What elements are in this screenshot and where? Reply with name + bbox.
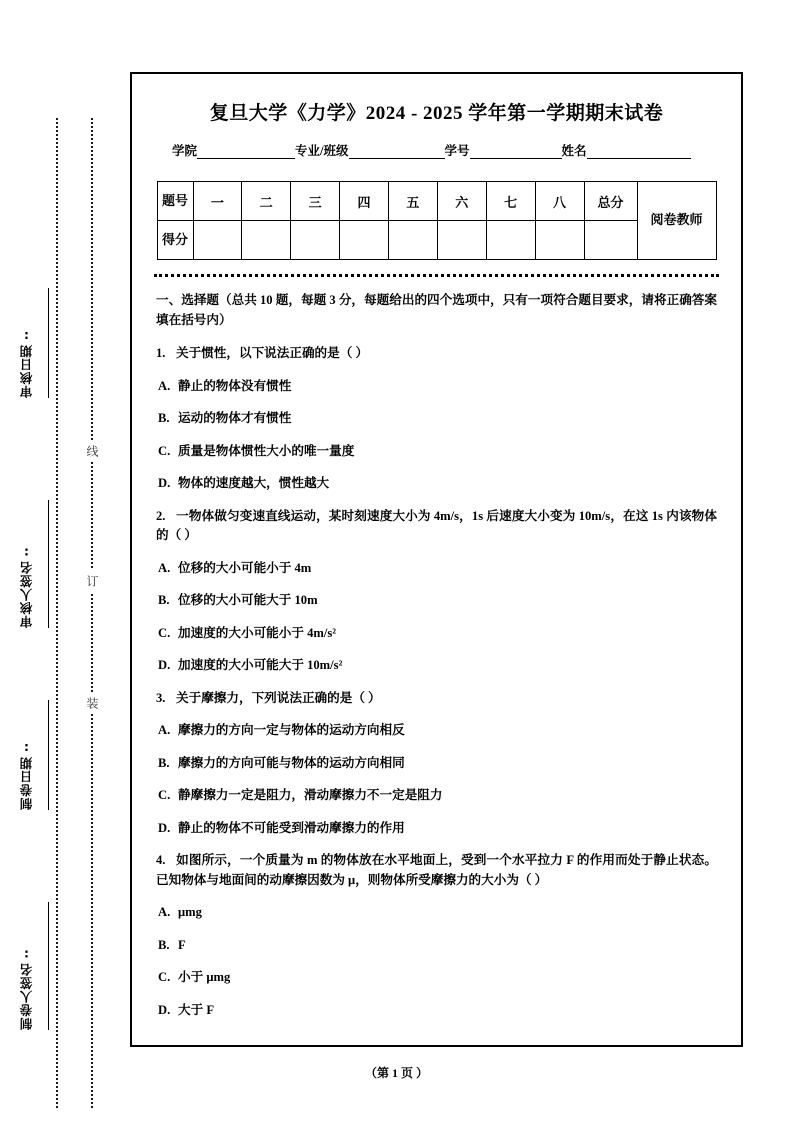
exam-title: 复旦大学《力学》2024 - 2025 学年第一学期期末试卷 [209, 103, 664, 124]
field-college-label: 学院 [172, 144, 198, 158]
row-header-score-text: 得分 [161, 232, 188, 248]
question-1-option-b-text: 运动的物体才有惯性 [178, 411, 292, 426]
question-1-option-b[interactable] [156, 409, 717, 429]
score-col-header-4: 四 [340, 182, 389, 221]
question-3-option-d[interactable] [156, 819, 717, 839]
question-3-option-a[interactable] [156, 721, 717, 741]
question-1-option-a-tag: A. [158, 378, 171, 393]
score-cell-total[interactable] [584, 221, 637, 260]
field-major-class-input[interactable] [349, 145, 445, 159]
question-4-number: 4. [156, 853, 166, 868]
score-cell-3[interactable] [291, 221, 340, 260]
table-row-question-numbers [157, 182, 716, 221]
question-2-option-d-tag: D. [158, 658, 171, 673]
question-4-option-c-tag: C. [158, 970, 171, 985]
question-3-option-d-text: 静止的物体不可能受到滑动摩擦力的作用 [178, 820, 405, 835]
question-1-option-a-text: 静止的物体没有惯性 [178, 378, 292, 393]
binding-margin [0, 0, 130, 1122]
question-4 [156, 851, 717, 890]
margin-label-production-date: 制卷日期: [19, 740, 34, 810]
question-2-number: 2. [156, 508, 166, 523]
question-2-option-c-tag: C. [158, 625, 171, 640]
question-4-option-a-tag: A. [158, 905, 171, 920]
question-2-option-b-tag: B. [158, 593, 170, 608]
row-header-score [157, 221, 193, 260]
page-footer: （第 1 页 ） [364, 1066, 428, 1080]
question-3-option-b-text: 摩擦力的方向可能与物体的运动方向相同 [178, 755, 405, 770]
section-heading: 一、选择题（总共 10 题，每题 3 分，每题给出的四个选项中，只有一项符合题目要求，请将正确答案填在括号内） [156, 293, 717, 327]
score-col-header-8: 八 [535, 182, 584, 221]
score-cell-1[interactable] [193, 221, 242, 260]
row-header-question-number-text: 题号 [161, 193, 188, 209]
question-2-option-b[interactable] [156, 591, 717, 611]
student-info-row [154, 141, 719, 159]
question-3-option-c[interactable] [156, 786, 717, 806]
field-name-label: 姓名 [561, 144, 587, 158]
question-2 [156, 507, 717, 546]
question-4-option-a[interactable] [156, 903, 717, 923]
question-3-option-d-tag: D. [158, 820, 171, 835]
seam-mark-xian: 线 [83, 440, 101, 462]
score-col-header-1: 一 [193, 182, 242, 221]
question-body [154, 291, 719, 1020]
score-cell-8[interactable] [535, 221, 584, 260]
field-student-id [445, 141, 562, 159]
question-3-option-b[interactable] [156, 754, 717, 774]
score-cell-5[interactable] [389, 221, 438, 260]
field-major-class-label: 专业/班级 [295, 144, 349, 158]
question-3-option-a-tag: A. [158, 723, 171, 738]
row-header-question-number [157, 182, 193, 221]
score-cell-2[interactable] [242, 221, 291, 260]
question-4-text: 如图所示，一个质量为 m 的物体放在水平地面上，受到一个水平拉力 F 的作用而处于静止状态。已知物体与地面间的动摩擦因数为 μ，则物体所受摩擦力的大小为（ ） [156, 853, 717, 887]
margin-label-producer-signature: 制卷人签名: [19, 946, 34, 1030]
field-student-id-label: 学号 [444, 144, 470, 158]
question-1-option-d[interactable] [156, 474, 717, 494]
question-2-option-d[interactable] [156, 656, 717, 676]
field-student-id-input[interactable] [470, 145, 562, 159]
question-3-text: 关于摩擦力，下列说法正确的是（ ） [176, 690, 381, 705]
question-3-option-c-tag: C. [158, 788, 171, 803]
question-3 [156, 689, 717, 709]
seam-mark-ding: 订 [83, 570, 101, 592]
question-1-number: 1. [156, 346, 166, 361]
question-2-text: 一物体做匀变速直线运动，某时刻速度大小为 4m/s，1s 后速度大小变为 10m/s，在这 1s 内该物体的（ ） [156, 508, 717, 543]
grader-cell[interactable] [637, 182, 716, 260]
question-4-option-d[interactable] [156, 1001, 717, 1021]
score-cell-7[interactable] [486, 221, 535, 260]
question-1-option-a[interactable] [156, 377, 717, 397]
seam-mark-zhuang: 装 [83, 692, 101, 714]
question-2-option-c-text: 加速度的大小可能小于 4m/s² [178, 625, 337, 640]
question-2-option-a-tag: A. [158, 560, 171, 575]
question-4-option-a-text: μmg [178, 905, 202, 920]
question-4-option-b[interactable] [156, 936, 717, 956]
question-1-option-c[interactable] [156, 442, 717, 462]
question-1-option-b-tag: B. [158, 411, 170, 426]
dotted-separator [154, 274, 719, 277]
field-college-input[interactable] [197, 145, 295, 159]
question-4-option-d-text: 大于 F [178, 1002, 215, 1017]
question-1 [156, 344, 717, 364]
question-2-option-c[interactable] [156, 624, 717, 644]
field-major-class [295, 141, 444, 159]
field-name [562, 141, 691, 159]
margin-label-reviewer-signature: 审核人签名: [19, 544, 34, 628]
question-4-option-c-text: 小于 μmg [178, 970, 231, 985]
score-col-header-2: 二 [242, 182, 291, 221]
question-2-option-d-text: 加速度的大小可能大于 10m/s² [178, 658, 343, 673]
binding-dotted-line-inner [91, 118, 93, 1108]
margin-label-review-date: 审核日期: [19, 328, 34, 398]
field-college [172, 141, 295, 159]
binding-dotted-line-outer [56, 118, 58, 1108]
table-row-scores [157, 221, 716, 260]
question-3-option-a-text: 摩擦力的方向一定与物体的运动方向相反 [178, 723, 405, 738]
question-4-option-b-tag: B. [158, 937, 170, 952]
question-4-option-d-tag: D. [158, 1002, 171, 1017]
question-2-option-b-text: 位移的大小可能大于 10m [178, 593, 318, 608]
exam-paper-frame [130, 72, 743, 1047]
question-4-option-c[interactable] [156, 968, 717, 988]
score-cell-4[interactable] [340, 221, 389, 260]
question-3-option-c-text: 静摩擦力一定是阻力，滑动摩擦力不一定是阻力 [178, 788, 443, 803]
score-col-header-7: 七 [486, 182, 535, 221]
score-col-header-6: 六 [437, 182, 486, 221]
question-1-text: 关于惯性，以下说法正确的是（ ） [176, 346, 369, 361]
question-1-option-c-text: 质量是物体惯性大小的唯一量度 [178, 443, 355, 458]
question-3-option-b-tag: B. [158, 755, 170, 770]
field-name-input[interactable] [587, 145, 691, 159]
question-4-option-b-text: F [178, 937, 186, 952]
question-2-option-a[interactable] [156, 559, 717, 579]
question-2-option-a-text: 位移的大小可能小于 4m [178, 560, 312, 575]
question-3-number: 3. [156, 690, 166, 705]
question-1-option-d-text: 物体的速度越大，惯性越大 [178, 476, 330, 491]
grader-label: 阅卷教师 [650, 212, 703, 228]
score-col-header-3: 三 [291, 182, 340, 221]
score-col-header-5: 五 [389, 182, 438, 221]
question-1-option-d-tag: D. [158, 476, 171, 491]
score-col-header-total: 总分 [584, 182, 637, 221]
score-cell-6[interactable] [437, 221, 486, 260]
question-1-option-c-tag: C. [158, 443, 171, 458]
score-table [157, 181, 717, 260]
